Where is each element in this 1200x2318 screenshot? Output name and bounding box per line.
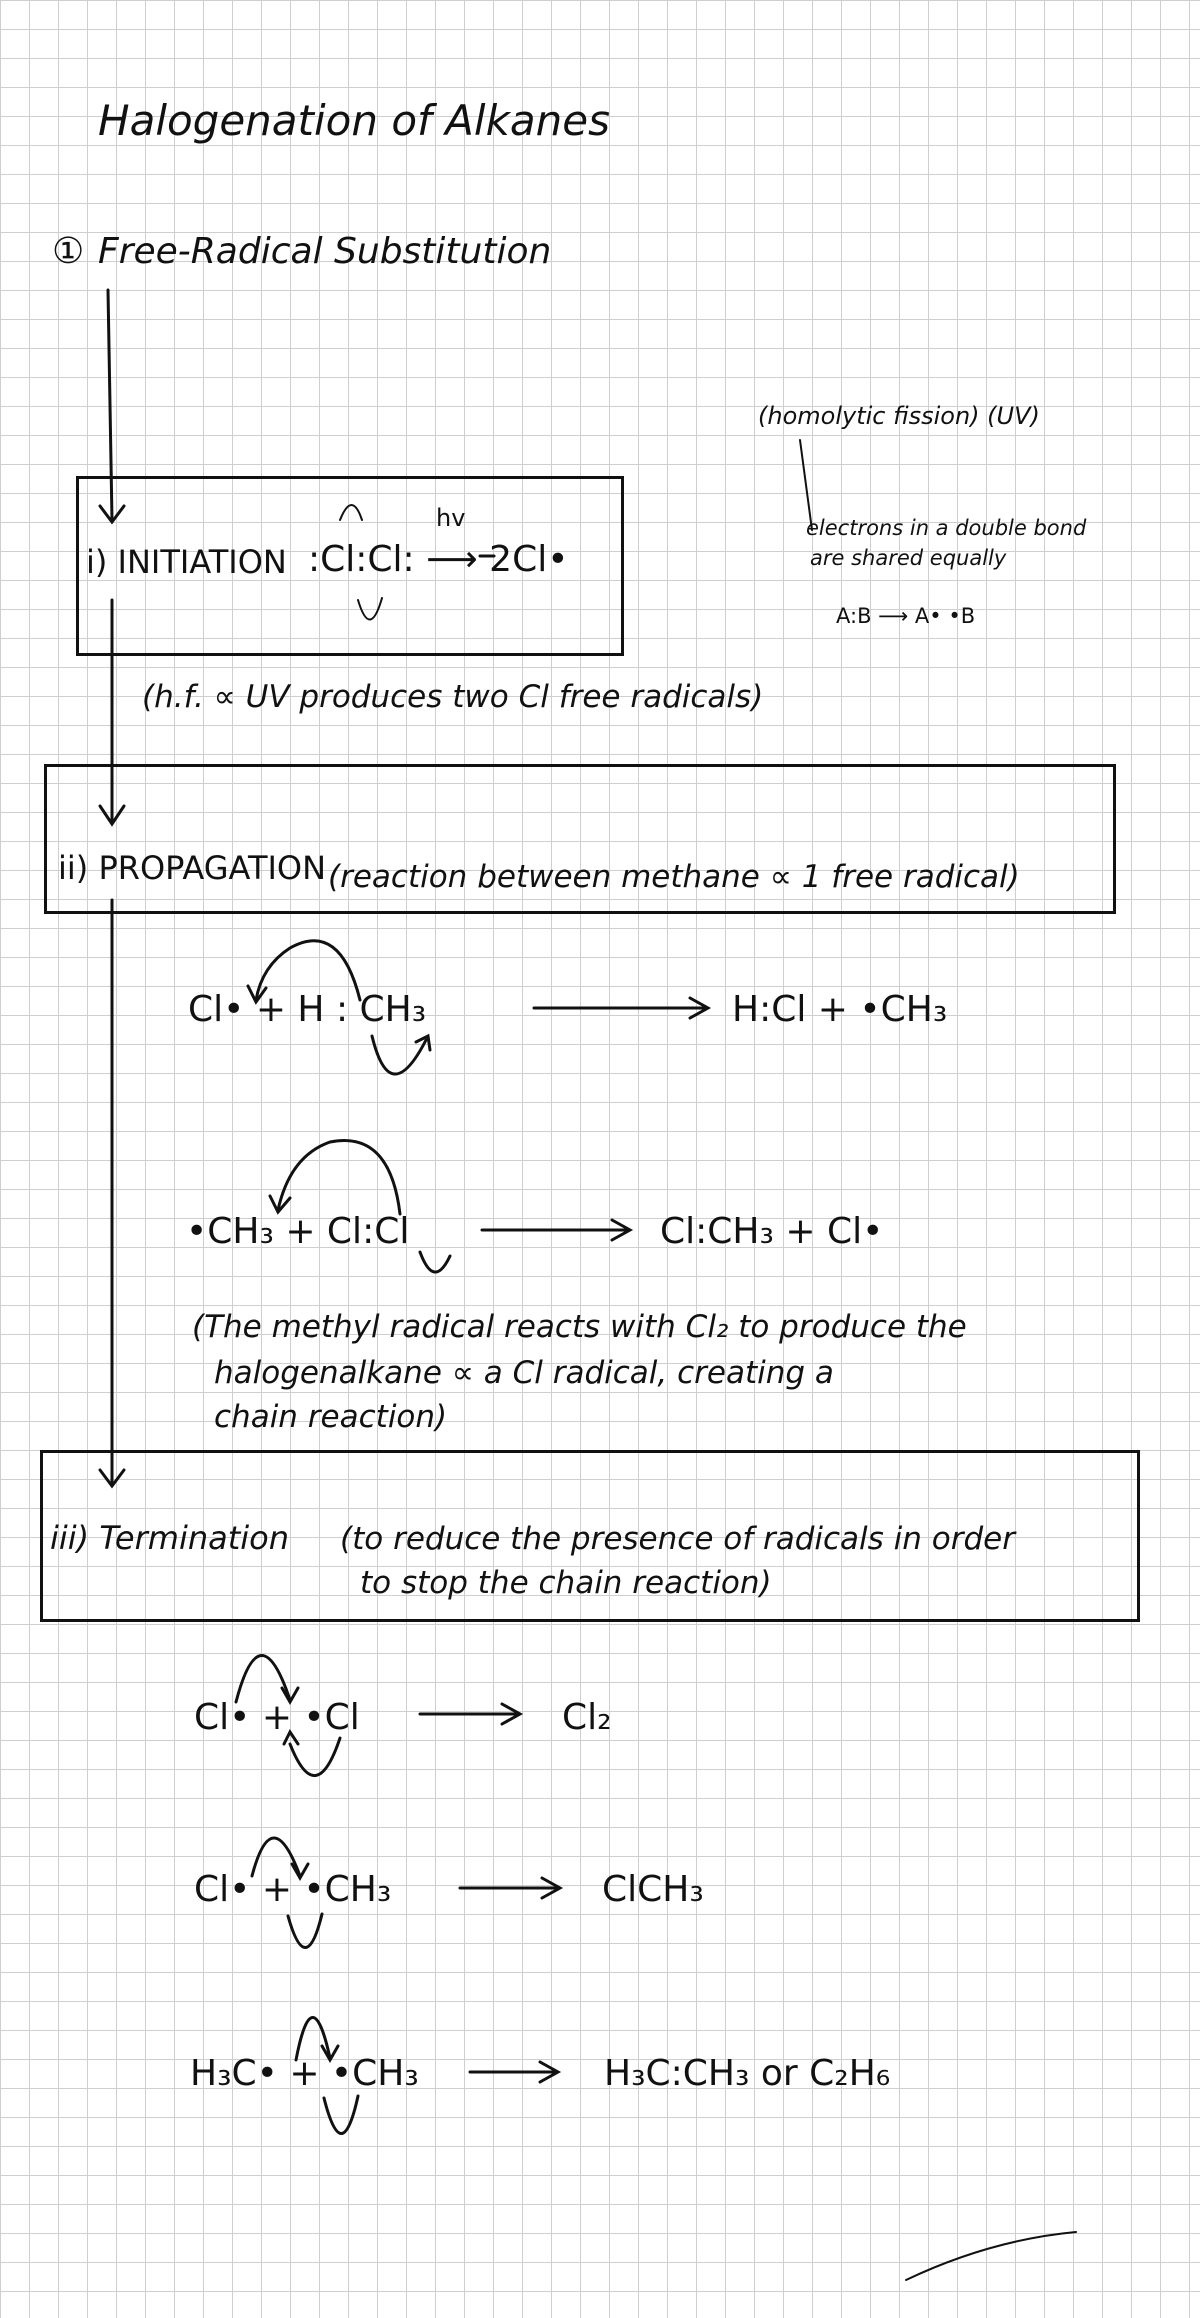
termination-eq3-products: H₃C:CH₃ or C₂H₆ [604, 2053, 891, 2094]
section-number: ① [52, 231, 85, 272]
propagation-eq2-products: Cl:CH₃ + Cl• [660, 1211, 884, 1252]
initiation-equation: :Cl:Cl: ⟶ 2Cl• [308, 539, 569, 580]
initiation-label: i) INITIATION [86, 543, 287, 581]
side-note-title: (homolytic fission) (UV) [758, 402, 1040, 430]
termination-label: iii) Termination [50, 1519, 290, 1557]
propagation-note-line1: (The methyl radical reacts with Cl₂ to produce the [192, 1309, 967, 1345]
termination-eq1-reactants: Cl• + •Cl [194, 1697, 360, 1738]
termination-eq2-product: ClCH₃ [602, 1869, 704, 1910]
side-note-formula: A:B ⟶ A• •B [836, 604, 976, 628]
propagation-eq1-products: H:Cl + •CH₃ [732, 989, 948, 1030]
termination-eq3-reactants: H₃C• + •CH₃ [190, 2053, 419, 2094]
propagation-eq1-reactants: Cl• + H : CH₃ [188, 989, 427, 1030]
propagation-description: (reaction between methane ∝ 1 free radical) [328, 859, 1020, 895]
termination-eq1-product: Cl₂ [562, 1697, 612, 1738]
page-title: Halogenation of Alkanes [98, 96, 610, 145]
termination-description-line2: to stop the chain reaction) [360, 1565, 772, 1601]
termination-eq2-reactants: Cl• + •CH₃ [194, 1869, 392, 1910]
initiation-note: (h.f. ∝ UV produces two Cl free radicals) [142, 679, 764, 715]
propagation-eq2-reactants: •CH₃ + Cl:Cl [186, 1211, 410, 1252]
propagation-note-line2: halogenalkane ∝ a Cl radical, creating a [214, 1355, 834, 1391]
side-note-line3: are shared equally [810, 546, 1007, 570]
pen-stroke [906, 2232, 1076, 2280]
propagation-label: ii) PROPAGATION [58, 849, 327, 887]
initiation-hv: hv [436, 504, 466, 532]
side-note-line2: electrons in a double bond [806, 516, 1087, 540]
termination-description-line1: (to reduce the presence of radicals in order [340, 1521, 1015, 1557]
section-heading: Free-Radical Substitution [98, 231, 552, 272]
propagation-note-line3: chain reaction) [214, 1399, 448, 1435]
